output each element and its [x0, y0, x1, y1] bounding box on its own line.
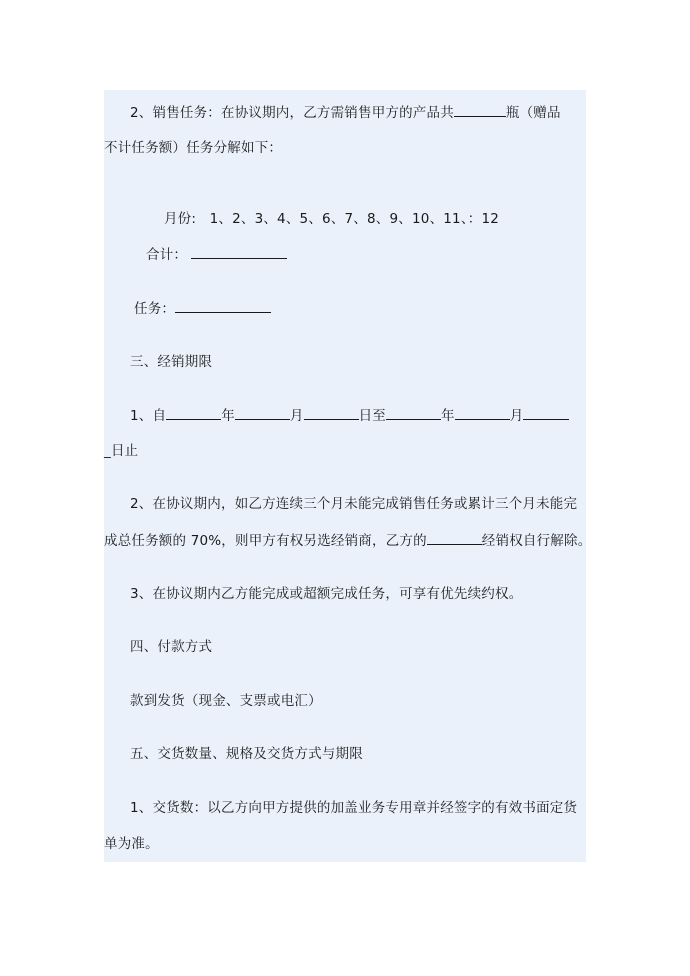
task-label: 任务：: [134, 301, 176, 317]
start-month-blank: [235, 406, 290, 420]
clause-2-line-2: [104, 531, 591, 550]
clause-2-line-1: [130, 495, 577, 513]
period-line-2: [104, 442, 138, 460]
section-3-title: [130, 353, 212, 371]
period-line-1: [130, 406, 569, 425]
delivery-line-2: [104, 835, 159, 853]
month-label-2: 月: [509, 408, 524, 424]
clause-2-text-c: 经销权自行解除。: [481, 533, 592, 549]
section-4-title-text: 四、付款方式: [130, 639, 213, 655]
distributor-blank: [427, 531, 482, 545]
clause-2-text-b: 成总任务额的 70%，则甲方有权另选经销商，乙方的: [104, 533, 427, 549]
task-blank: [175, 299, 271, 313]
delivery-line-1: [130, 799, 577, 817]
clause-3-text: 3、在协议期内乙方能完成或超额完成任务，可享有优先续约权。: [130, 586, 523, 602]
year-label-1: 年: [221, 408, 235, 424]
payment-line: [130, 692, 322, 710]
sales-task-text-a: 2、销售任务：在协议期内，乙方需销售甲方的产品共: [130, 105, 454, 121]
period-end: _日止: [104, 443, 139, 459]
section-5-title-text: 五、交货数量、规格及交货方式与期限: [130, 746, 363, 762]
total-line: [146, 245, 287, 264]
delivery-text-b: 单为准。: [104, 836, 159, 852]
task-line: [134, 299, 271, 318]
end-year-blank: [386, 406, 441, 420]
sales-task-line-1: [130, 103, 561, 122]
sales-task-text-b: 瓶（赠品: [505, 105, 561, 121]
sales-task-line-2: [104, 139, 282, 157]
section-4-title: [130, 638, 212, 656]
start-day-blank: [304, 406, 359, 420]
clause-2-text-a: 2、在协议期内，如乙方连续三个月未能完成销售任务或累计三个月未能完: [130, 496, 578, 512]
period-prefix: 1、自: [130, 408, 167, 424]
total-blank: [191, 245, 287, 259]
year-label-2: 年: [441, 408, 455, 424]
end-day-blank: [523, 406, 569, 420]
start-year-blank: [166, 406, 221, 420]
section-3-title-text: 三、经销期限: [130, 354, 213, 370]
clause-3-line: [130, 585, 522, 603]
delivery-text-a: 1、交货数：以乙方向甲方提供的加盖业务专用章并经签字的有效书面定货: [130, 800, 578, 816]
day-to-label: 日至: [358, 408, 387, 424]
months-line: [146, 192, 499, 246]
total-label: 合计：: [146, 247, 188, 263]
month-label-1: 月: [289, 408, 304, 424]
quantity-blank: [454, 103, 506, 117]
sales-task-text-c: 不计任务额）任务分解如下：: [104, 140, 283, 156]
end-month-blank: [455, 406, 510, 420]
section-5-title: [130, 745, 363, 763]
months-text: 月份: 1、2、3、4、5、6、7、8、9、10、11、：12: [163, 211, 500, 227]
payment-text: 款到发货（现金、支票或电汇）: [130, 693, 322, 709]
